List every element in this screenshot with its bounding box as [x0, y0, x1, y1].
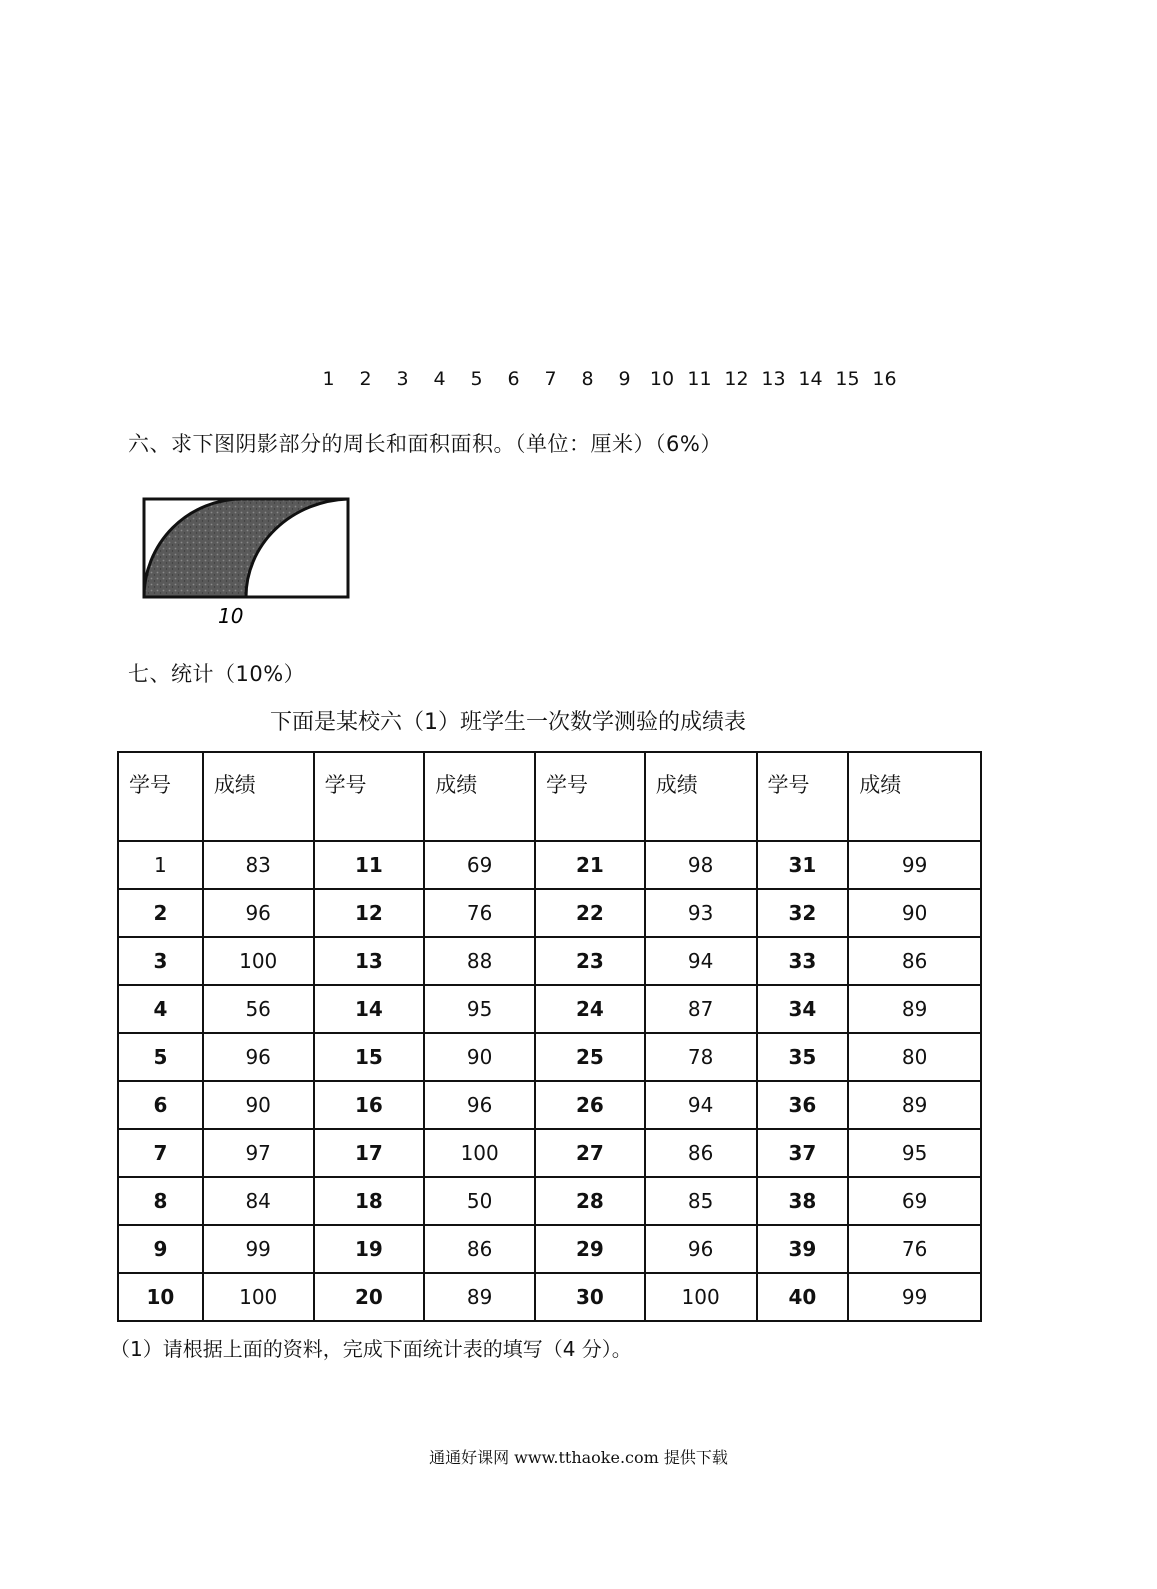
number-line-item: 13	[761, 368, 786, 390]
figure-dimension-label: 10	[218, 604, 244, 628]
student-id-cell: 20	[314, 1273, 425, 1321]
score-cell: 95	[424, 985, 535, 1033]
table-row	[118, 841, 981, 889]
score-cell: 95	[848, 1129, 981, 1177]
score-cell: 96	[645, 1225, 757, 1273]
number-line-item: 12	[724, 368, 749, 390]
student-id-cell: 28	[535, 1177, 645, 1225]
score-cell: 100	[645, 1273, 757, 1321]
score-cell: 100	[424, 1129, 535, 1177]
student-id-cell: 15	[314, 1033, 425, 1081]
student-id-cell: 2	[118, 889, 203, 937]
score-cell: 69	[424, 841, 535, 889]
student-id-cell: 22	[535, 889, 645, 937]
student-id-cell: 34	[757, 985, 849, 1033]
student-id-cell: 32	[757, 889, 849, 937]
number-line-item: 14	[798, 368, 823, 390]
score-cell: 98	[645, 841, 757, 889]
student-id-cell: 24	[535, 985, 645, 1033]
table-header-cell: 学号	[314, 752, 425, 841]
score-cell: 90	[848, 889, 981, 937]
score-cell: 69	[848, 1177, 981, 1225]
student-id-cell: 1	[118, 841, 203, 889]
table-row	[118, 985, 981, 1033]
score-cell: 90	[203, 1081, 314, 1129]
table-header-cell: 成绩	[645, 752, 757, 841]
question-1: （1）请根据上面的资料，完成下面统计表的填写（4 分）。	[110, 1337, 632, 1361]
table-header-cell: 成绩	[424, 752, 535, 841]
score-cell: 83	[203, 841, 314, 889]
score-cell: 89	[848, 1081, 981, 1129]
student-id-cell: 11	[314, 841, 425, 889]
score-cell: 86	[424, 1225, 535, 1273]
number-line-item: 3	[396, 368, 409, 390]
number-line-item: 4	[433, 368, 446, 390]
score-cell: 99	[203, 1225, 314, 1273]
number-line-item: 16	[872, 368, 897, 390]
score-cell: 76	[424, 889, 535, 937]
student-id-cell: 18	[314, 1177, 425, 1225]
student-id-cell: 7	[118, 1129, 203, 1177]
table-header-cell: 学号	[118, 752, 203, 841]
student-id-cell: 23	[535, 937, 645, 985]
student-id-cell: 39	[757, 1225, 849, 1273]
student-id-cell: 31	[757, 841, 849, 889]
table-header-cell: 成绩	[203, 752, 314, 841]
score-cell: 93	[645, 889, 757, 937]
table-row	[118, 1081, 981, 1129]
table-row	[118, 1177, 981, 1225]
student-id-cell: 5	[118, 1033, 203, 1081]
student-id-cell: 14	[314, 985, 425, 1033]
table-caption: 下面是某校六（1）班学生一次数学测验的成绩表	[270, 710, 746, 735]
student-id-cell: 4	[118, 985, 203, 1033]
number-line-item: 11	[687, 368, 712, 390]
number-line-item: 1	[322, 368, 335, 390]
score-table	[117, 751, 982, 1322]
section-7-heading: 七、统计（10%）	[128, 662, 306, 686]
score-cell: 85	[645, 1177, 757, 1225]
section-6-heading: 六、求下图阴影部分的周长和面积面积。（单位：厘米）（6%）	[128, 432, 722, 456]
student-id-cell: 8	[118, 1177, 203, 1225]
number-line-item: 2	[359, 368, 372, 390]
student-id-cell: 13	[314, 937, 425, 985]
score-cell: 80	[848, 1033, 981, 1081]
score-cell: 86	[645, 1129, 757, 1177]
student-id-cell: 37	[757, 1129, 849, 1177]
number-line-item: 9	[618, 368, 631, 390]
student-id-cell: 40	[757, 1273, 849, 1321]
number-line-item: 5	[470, 368, 483, 390]
footer: 通通好课网 www.tthaoke.com 提供下载	[429, 1448, 728, 1467]
student-id-cell: 26	[535, 1081, 645, 1129]
score-cell: 94	[645, 937, 757, 985]
student-id-cell: 36	[757, 1081, 849, 1129]
number-line-item: 15	[835, 368, 860, 390]
score-cell: 89	[848, 985, 981, 1033]
student-id-cell: 9	[118, 1225, 203, 1273]
student-id-cell: 10	[118, 1273, 203, 1321]
table-row	[118, 937, 981, 985]
score-cell: 100	[203, 937, 314, 985]
score-cell: 99	[848, 841, 981, 889]
score-cell: 76	[848, 1225, 981, 1273]
student-id-cell: 17	[314, 1129, 425, 1177]
score-cell: 56	[203, 985, 314, 1033]
student-id-cell: 27	[535, 1129, 645, 1177]
table-row	[118, 1273, 981, 1321]
student-id-cell: 33	[757, 937, 849, 985]
score-cell: 88	[424, 937, 535, 985]
score-cell: 99	[848, 1273, 981, 1321]
score-cell: 84	[203, 1177, 314, 1225]
table-header-cell: 学号	[757, 752, 849, 841]
student-id-cell: 16	[314, 1081, 425, 1129]
score-cell: 96	[203, 889, 314, 937]
number-line-item: 6	[507, 368, 520, 390]
student-id-cell: 3	[118, 937, 203, 985]
score-cell: 86	[848, 937, 981, 985]
score-cell: 78	[645, 1033, 757, 1081]
student-id-cell: 29	[535, 1225, 645, 1273]
student-id-cell: 35	[757, 1033, 849, 1081]
shaded-region	[144, 499, 348, 597]
student-id-cell: 25	[535, 1033, 645, 1081]
number-line	[310, 368, 903, 390]
number-line-item: 10	[649, 368, 675, 390]
score-cell: 97	[203, 1129, 314, 1177]
student-id-cell: 38	[757, 1177, 849, 1225]
table-header-cell: 成绩	[848, 752, 981, 841]
score-cell: 87	[645, 985, 757, 1033]
table-header-cell: 学号	[535, 752, 645, 841]
student-id-cell: 21	[535, 841, 645, 889]
table-row	[118, 889, 981, 937]
score-cell: 94	[645, 1081, 757, 1129]
number-line-item: 8	[581, 368, 594, 390]
table-row	[118, 1225, 981, 1273]
score-cell: 96	[203, 1033, 314, 1081]
student-id-cell: 6	[118, 1081, 203, 1129]
score-cell: 89	[424, 1273, 535, 1321]
score-cell: 50	[424, 1177, 535, 1225]
student-id-cell: 12	[314, 889, 425, 937]
score-cell: 96	[424, 1081, 535, 1129]
score-cell: 100	[203, 1273, 314, 1321]
student-id-cell: 30	[535, 1273, 645, 1321]
table-row	[118, 1129, 981, 1177]
number-line-item: 7	[544, 368, 557, 390]
shaded-figure	[138, 493, 358, 633]
score-cell: 90	[424, 1033, 535, 1081]
student-id-cell: 19	[314, 1225, 425, 1273]
table-row	[118, 1033, 981, 1081]
